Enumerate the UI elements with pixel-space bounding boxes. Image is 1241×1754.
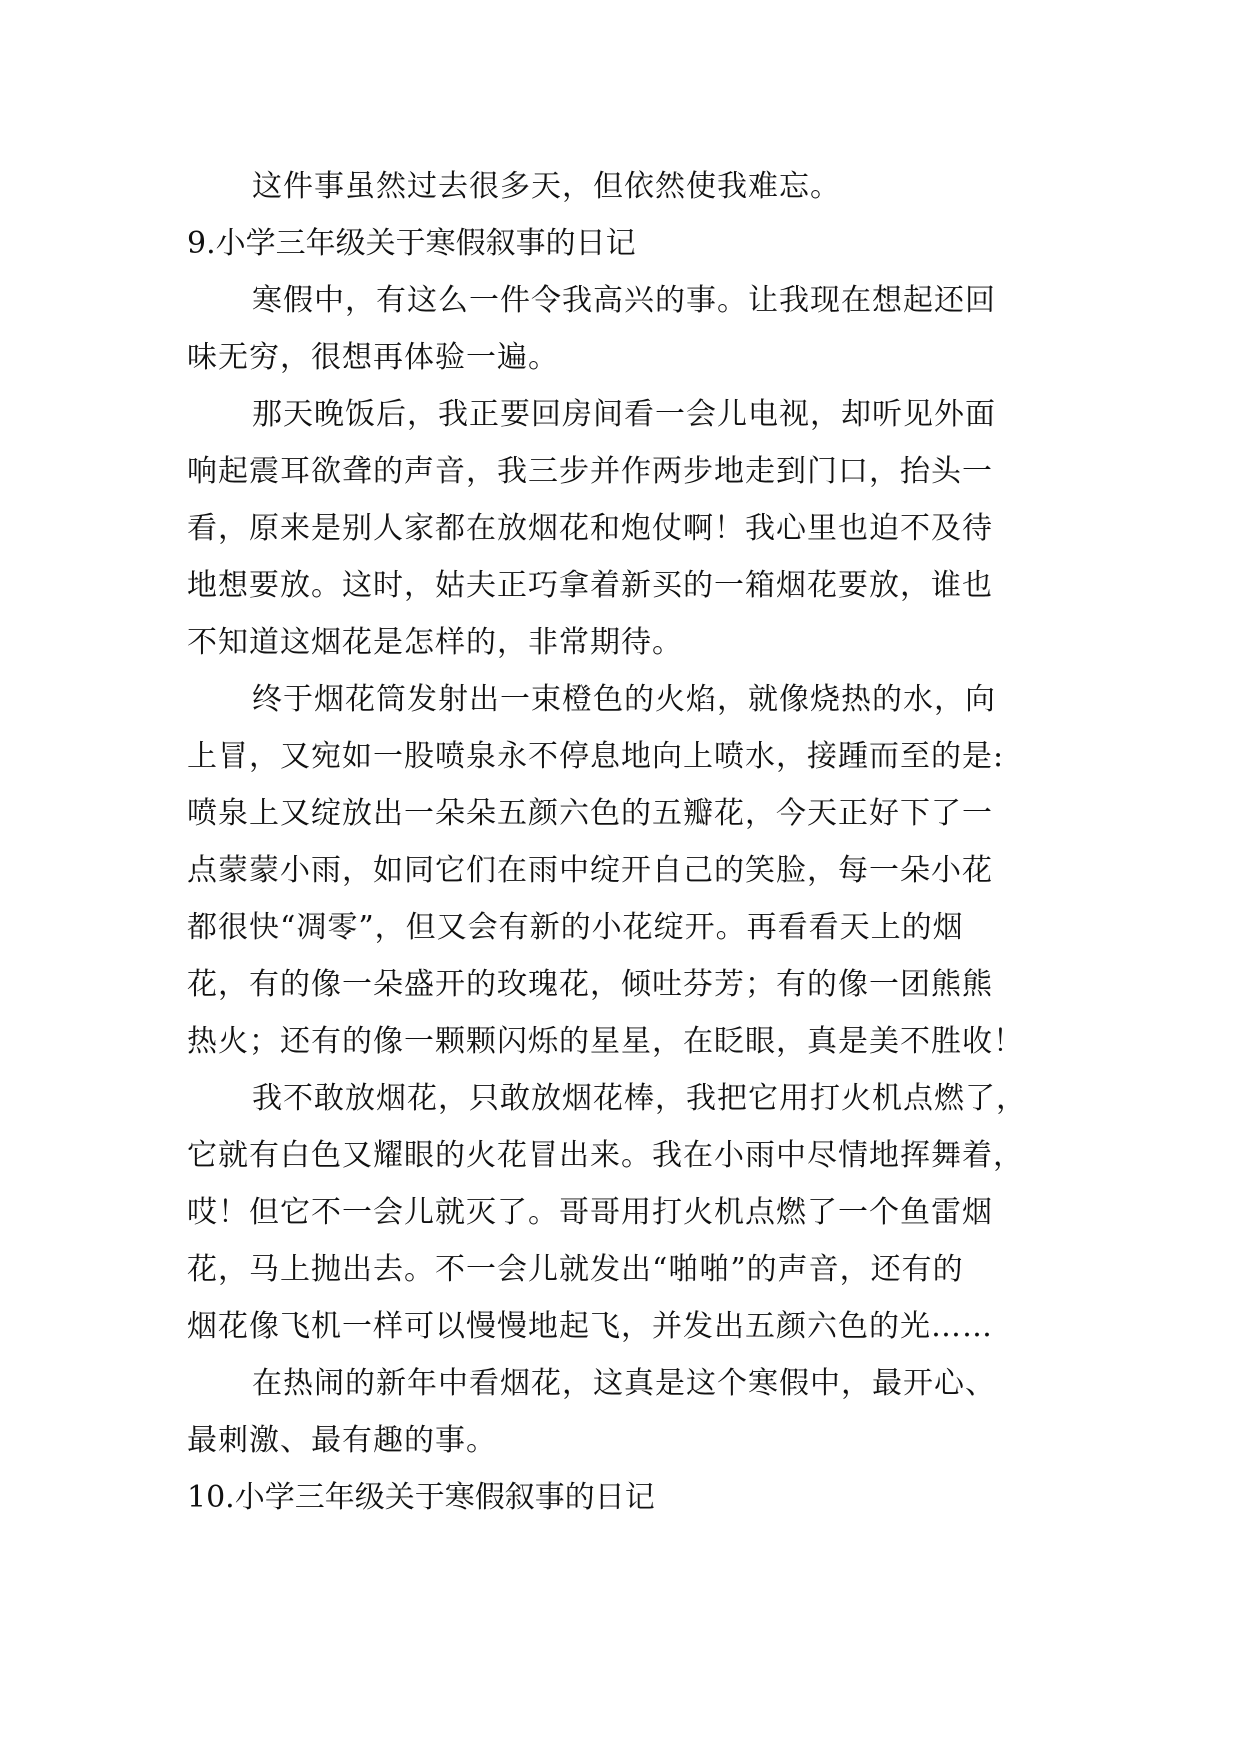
paragraph-line: 寒假中，有这么一件令我高兴的事。让我现在想起还回 xyxy=(252,283,996,318)
paragraph-line: 最刺激、最有趣的事。 xyxy=(187,1423,497,1458)
document-body xyxy=(187,158,1047,1526)
paragraph-line: 这件事虽然过去很多天，但依然使我难忘。 xyxy=(252,169,841,204)
paragraph-line: 终于烟花筒发射出一束橙色的火焰，就像烧热的水，向 xyxy=(252,682,996,717)
section-heading: 9.小学三年级关于寒假叙事的日记 xyxy=(187,226,636,261)
paragraph-line: 响起震耳欲聋的声音，我三步并作两步地走到门口，抬头一 xyxy=(187,454,993,489)
paragraph-line: 都很快“凋零”，但又会有新的小花绽开。再看看天上的烟 xyxy=(187,910,964,945)
paragraph-line: 看，原来是别人家都在放烟花和炮仗啊！我心里也迫不及待 xyxy=(187,511,993,546)
paragraph-line: 喷泉上又绽放出一朵朵五颜六色的五瓣花，今天正好下了一 xyxy=(187,796,993,831)
paragraph-line: 不知道这烟花是怎样的，非常期待。 xyxy=(187,625,683,660)
paragraph-line: 味无穷，很想再体验一遍。 xyxy=(187,340,559,375)
paragraph-line: 点蒙蒙小雨，如同它们在雨中绽开自己的笑脸，每一朵小花 xyxy=(187,853,993,888)
paragraph-line: 烟花像飞机一样可以慢慢地起飞，并发出五颜六色的光…… xyxy=(187,1309,993,1344)
paragraph-line: 花，有的像一朵盛开的玫瑰花，倾吐芬芳；有的像一团熊熊 xyxy=(187,967,993,1002)
paragraph-line: 热火；还有的像一颗颗闪烁的星星，在眨眼，真是美不胜收！ xyxy=(187,1024,1024,1059)
paragraph-line: 哎！但它不一会儿就灭了。哥哥用打火机点燃了一个鱼雷烟 xyxy=(187,1195,993,1230)
paragraph-line: 上冒，又宛如一股喷泉永不停息地向上喷水，接踵而至的是: xyxy=(187,739,1005,774)
paragraph-line: 它就有白色又耀眼的火花冒出来。我在小雨中尽情地挥舞着， xyxy=(187,1138,1024,1173)
paragraph-line: 我不敢放烟花，只敢放烟花棒，我把它用打火机点燃了， xyxy=(252,1081,1027,1116)
paragraph-line: 那天晚饭后，我正要回房间看一会儿电视，却听见外面 xyxy=(252,397,996,432)
section-heading: 10.小学三年级关于寒假叙事的日记 xyxy=(187,1480,655,1515)
paragraph-line: 在热闹的新年中看烟花，这真是这个寒假中，最开心、 xyxy=(252,1366,996,1401)
paragraph-line: 地想要放。这时，姑夫正巧拿着新买的一箱烟花要放，谁也 xyxy=(187,568,993,603)
paragraph-line: 花，马上抛出去。不一会儿就发出“啪啪”的声音，还有的 xyxy=(187,1252,964,1287)
